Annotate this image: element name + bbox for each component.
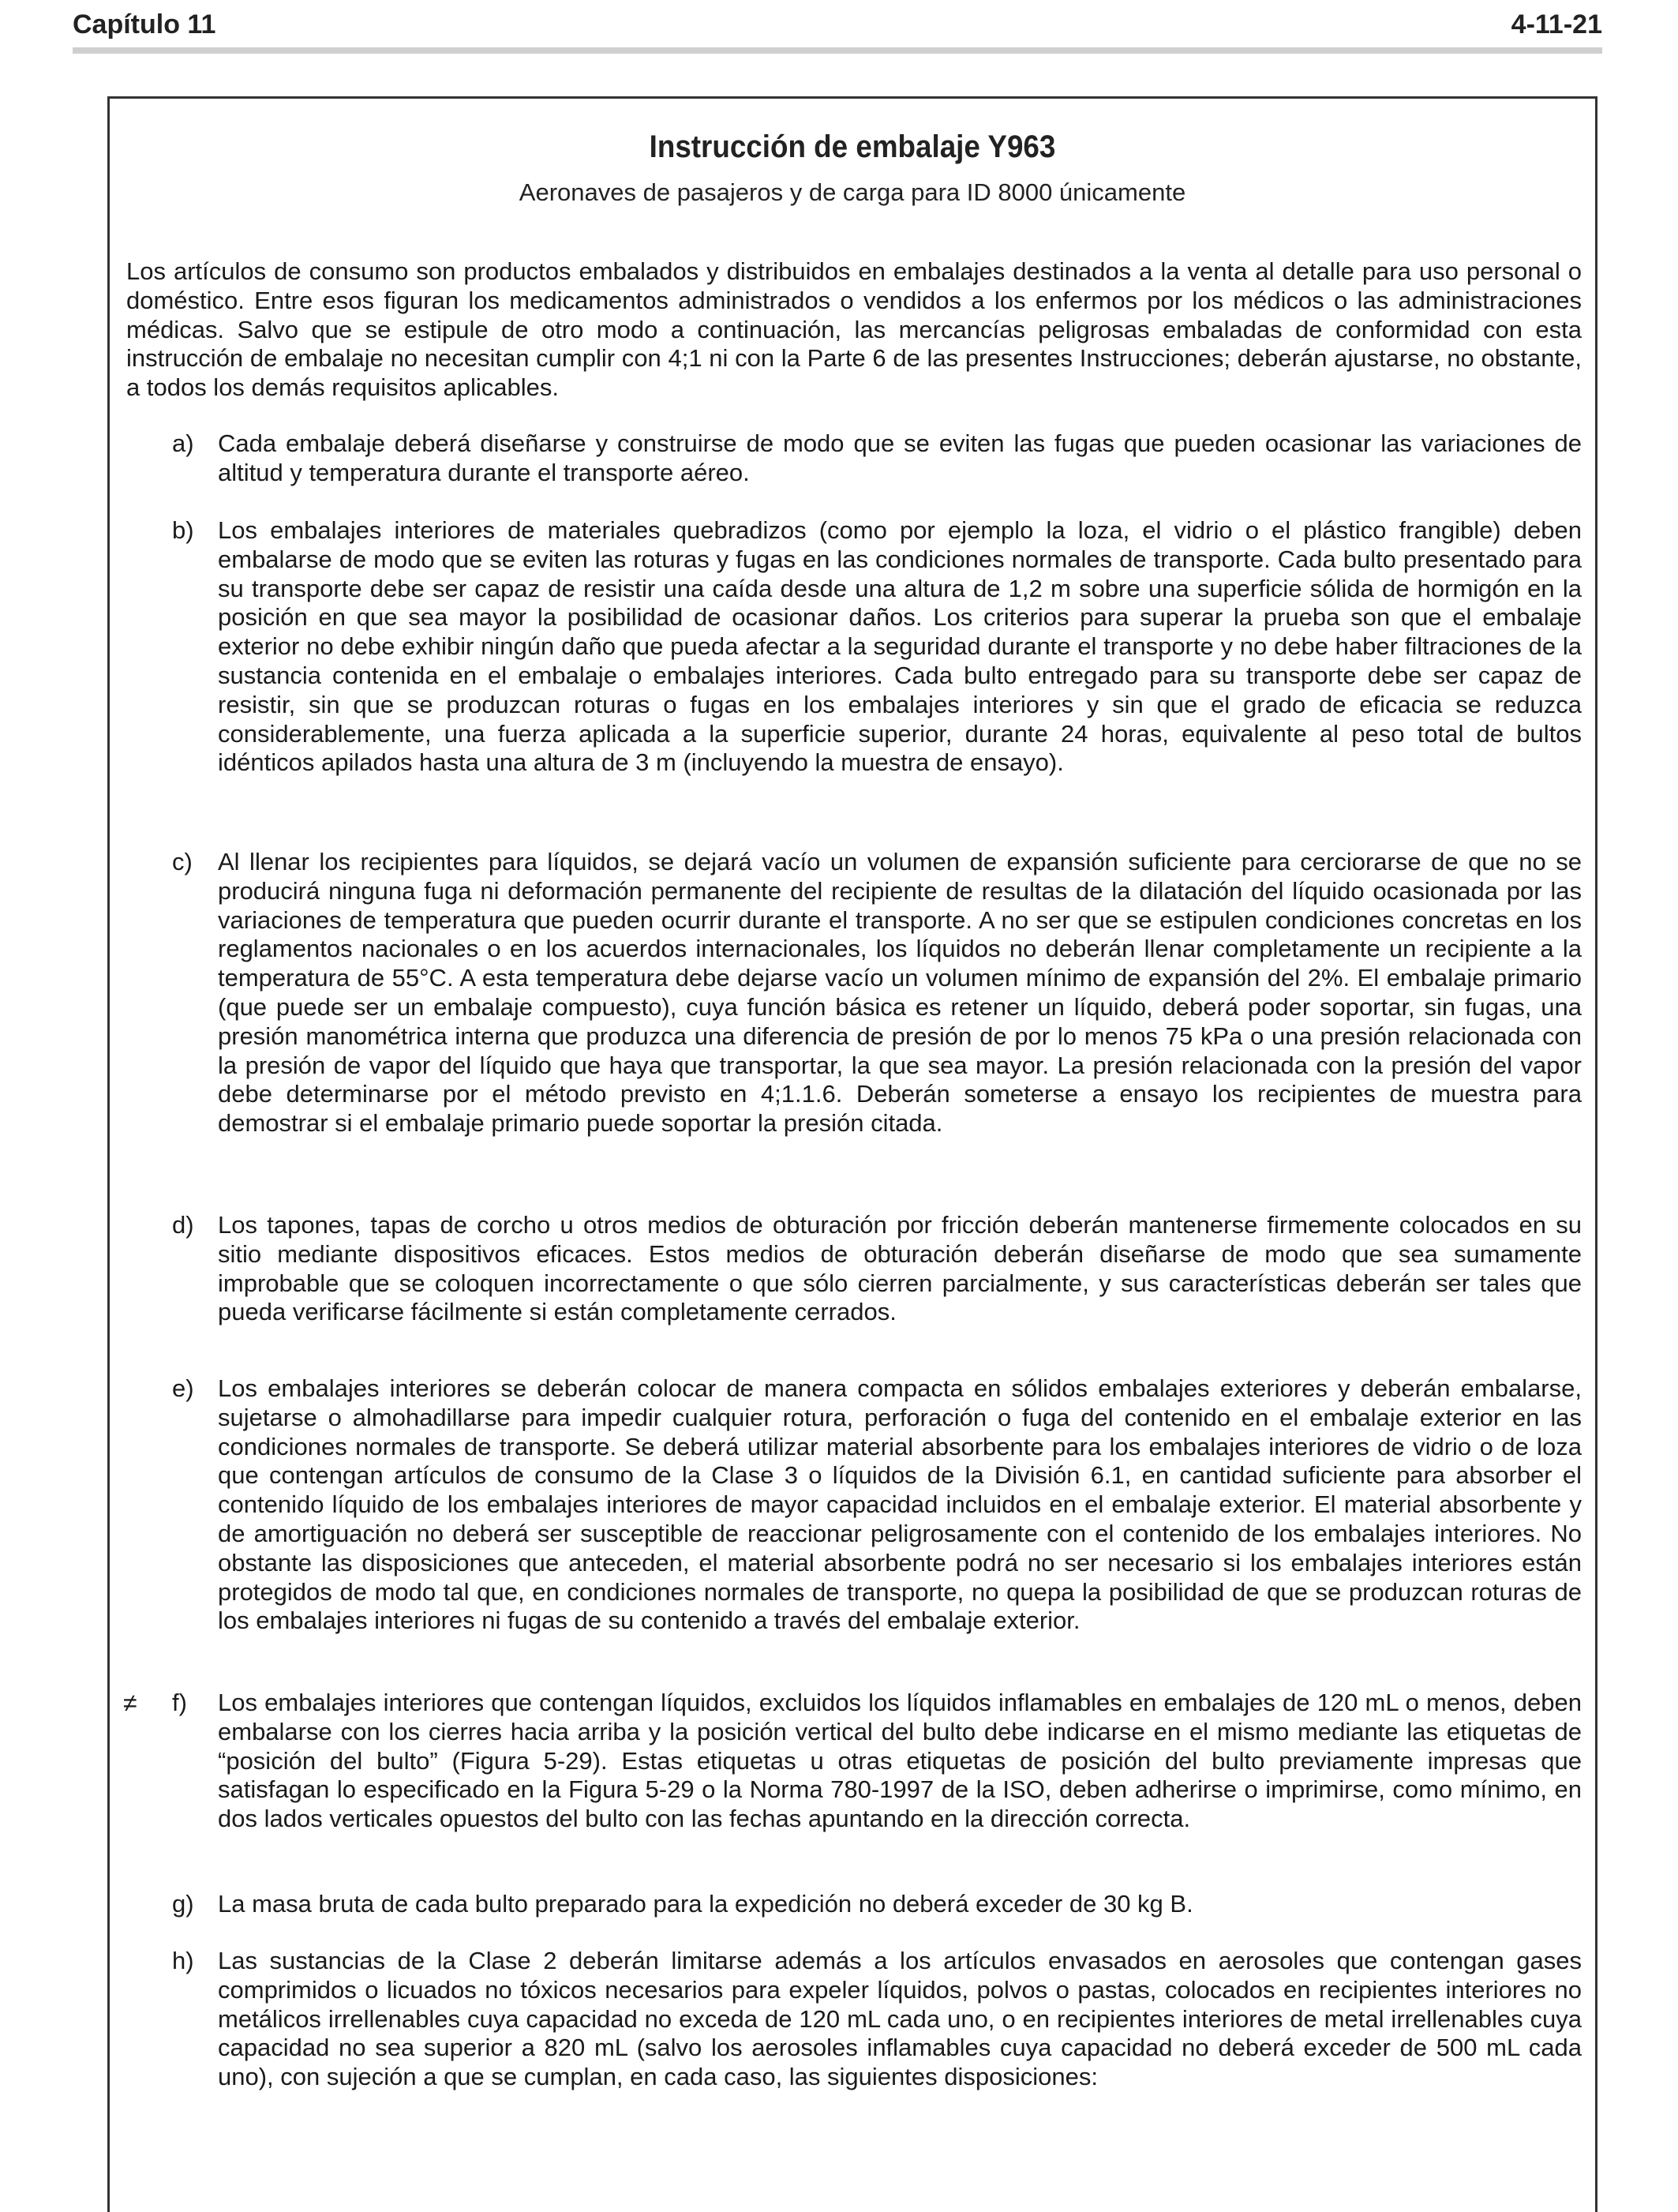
item-text: La masa bruta de cada bulto preparado para la expedición no deberá exceder de 30 kg B. xyxy=(218,1890,1193,1918)
item-text: Los embalajes interiores se deberán colocar de manera compacta en sólidos embalajes exteriores y deberán embalarse, sujetarse o almohadillarse para impedir cualquier rotura, perforación o fuga del contenido en el embalaje exterior en las condiciones normales de transporte. Se deberá utilizar material absorbente para los embalajes interiores de vidrio o de loza que contengan artículos de consumo de la Clase 3 o líquidos de la División 6.1, en cantidad suficiente para absorber el contenido líquido de los embalajes interiores de mayor capacidad incluidos en el embalaje exterior. El material absorbente y de amortiguación no deberá ser susceptible de reaccionar peligrosamente con el contenido de los embalajes interiores. No obstante las disposiciones que anteceden, el material absorbente podrá no ser necesario si los embalajes interiores están protegidos de modo tal que, en condiciones normales de transporte, no quepa la posibilidad de que se produzcan roturas de los embalajes interiores ni fugas de su contenido a través del embalaje exterior. xyxy=(218,1374,1582,1635)
item-label: g) xyxy=(172,1890,194,1918)
chapter-label: Capítulo 11 xyxy=(73,9,216,39)
item-text: Los embalajes interiores que contengan líquidos, excluidos los líquidos inflamables en embalajes de 120 mL o menos, deben embalarse con los cierres hacia arriba y la posición vertical del bulto debe indicarse en el mismo mediante las etiquetas de “posición del bulto” (Figura 5-29). Estas etiquetas u otras etiquetas de posición del bulto previamente impresas que satisfagan lo especificado en la Figura 5-29 o la Norma 780-1997 de la ISO, deben adherirse o imprimirse, como mínimo, en dos lados verticales opuestos del bulto con las fechas apuntando en la dirección correcta. xyxy=(218,1689,1582,1833)
item-label: e) xyxy=(172,1374,194,1402)
item-text: Las sustancias de la Clase 2 deberán limitarse además a los artículos envasados en aerosoles que contengan gases comprimidos o licuados no tóxicos necesarios para expeler líquidos, polvos o pastas, colocados en recipientes interiores no metálicos irrellenables cuya capacidad no exceda de 120 mL cada uno, o en recipientes interiores de metal irrellenables cuya capacidad no sea superior a 820 mL (salvo los aerosoles inflamables cuya capacidad no deberá exceder de 500 mL cada uno), con sujeción a que se cumplan, en cada caso, las siguientes disposiciones: xyxy=(218,1947,1582,2091)
running-header xyxy=(73,5,1602,44)
header-rule xyxy=(73,47,1602,54)
item-text: Cada embalaje deberá diseñarse y construirse de modo que se eviten las fugas que pueden ocasionar las variaciones de altitud y temperatura durante el transporte aéreo. xyxy=(218,429,1582,486)
page-number: 4-11-21 xyxy=(1511,9,1602,39)
item-text: Los embalajes interiores de materiales quebradizos (como por ejemplo la loza, el vidrio o el plástico frangible) deben embalarse de modo que se eviten las roturas y fugas en las condiciones normales de transporte. Cada bulto presentado para su transporte debe ser capaz de resistir una caída desde una altura de 1,2 m sobre una superficie sólida de hormigón en la posición en que sea mayor la posibilidad de ocasionar daños. Los criterios para superar la prueba son que el embalaje exterior no debe exhibir ningún daño que pueda afectar a la seguridad durante el transporte y no debe haber filtraciones de la sustancia contenida en el embalaje o embalajes interiores. Cada bulto entregado para su transporte debe ser capaz de resistir, sin que se produzcan roturas o fugas en los embalajes interiores y sin que el grado de eficacia se reduzca considerablemente, una fuerza aplicada a la superficie superior, durante 24 horas, equivalente al peso total de bultos idénticos apilados hasta una altura de 3 m (incluyendo la muestra de ensayo). xyxy=(218,516,1582,777)
instruction-subtitle: Aeronaves de pasajeros y de carga para ID 8000 únicamente xyxy=(519,178,1186,206)
item-text: Los tapones, tapas de corcho u otros medios de obturación por fricción deberán mantenerse firmemente colocados en su sitio mediante dispositivos eficaces. Estos medios de obturación deberán diseñarse de modo que sea sumamente improbable que se coloquen incorrectamente o que sólo cierren parcialmente, y sus características deberán ser tales que pueda verificarse fácilmente si están completamente cerrados. xyxy=(218,1211,1582,1326)
intro-paragraph: Los artículos de consumo son productos embalados y distribuidos en embalajes destinados a la venta al detalle para uso personal o doméstico. Entre esos figuran los medicamentos administrados o vendidos a los enfermos por los médicos o las administraciones médicas. Salvo que se estipule de otro modo a continuación, las mercancías peligrosas embaladas de conformidad con esta instrucción de embalaje no necesitan cumplir con 4;1 ni con la Parte 6 de las presentes Instrucciones; deberán ajustarse, no obstante, a todos los demás requisitos aplicables. xyxy=(126,257,1582,402)
item-label: c) xyxy=(172,848,193,875)
item-label: f) xyxy=(172,1689,187,1716)
item-text: Al llenar los recipientes para líquidos, se dejará vacío un volumen de expansión suficiente para cerciorarse de que no se producirá ninguna fuga ni deformación permanente del recipiente de resultas de la dilatación del líquido ocasionada por las variaciones de temperatura que pueden ocurrir durante el transporte. A no ser que se estipulen condiciones concretas en los reglamentos nacionales o en los acuerdos internacionales, los líquidos no deberán llenar completamente un recipiente a la temperatura de 55°C. A esta temperatura debe dejarse vacío un volumen mínimo de expansión del 2%. El embalaje primario (que puede ser un embalaje compuesto), cuya función básica es retener un líquido, deberá poder soportar, sin fugas, una presión manométrica interna que produzca una diferencia de presión de por lo menos 75 kPa o una presión relacionada con la presión de vapor del líquido que haya que transportar, la que sea mayor. La presión relacionada con la presión del vapor debe determinarse por el método previsto en 4;1.1.6. Deberán someterse a ensayo los recipientes de muestra para demostrar si el embalaje primario puede soportar la presión citada. xyxy=(218,848,1582,1138)
change-mark-icon: ≠ xyxy=(123,1689,137,1717)
item-label: a) xyxy=(172,429,194,457)
instruction-title: Instrucción de embalaje Y963 xyxy=(649,129,1056,164)
item-label: b) xyxy=(172,516,194,544)
item-label: d) xyxy=(172,1211,194,1239)
item-label: h) xyxy=(172,1947,194,1974)
